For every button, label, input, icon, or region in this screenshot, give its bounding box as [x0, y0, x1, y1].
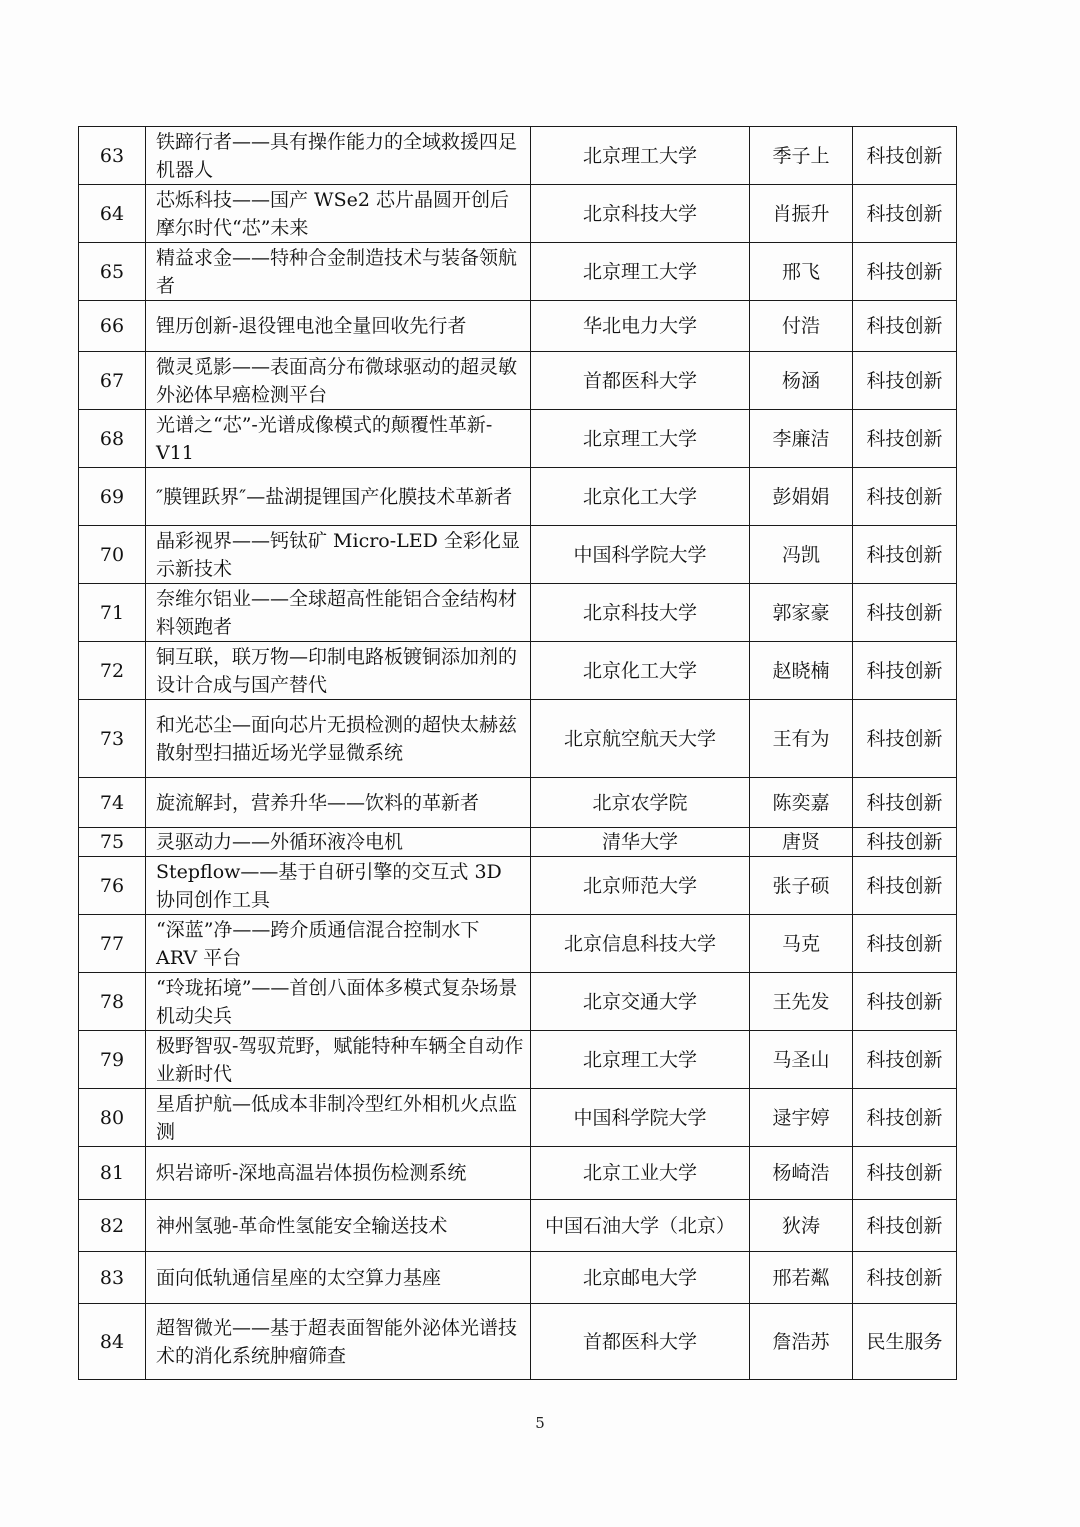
table-row: [79, 915, 957, 973]
school-name: 北京农学院: [531, 778, 750, 828]
leader-name: 詹浩苏: [750, 1304, 853, 1380]
school-name: 中国科学院大学: [531, 1089, 750, 1147]
table-row: [79, 410, 957, 468]
row-number: 68: [79, 410, 146, 468]
leader-name: 郭家豪: [750, 584, 853, 642]
project-category: 科技创新: [853, 243, 957, 301]
school-name: 首都医科大学: [531, 352, 750, 410]
project-category: 科技创新: [853, 1252, 957, 1304]
leader-name: 杨涵: [750, 352, 853, 410]
school-name: 中国科学院大学: [531, 526, 750, 584]
row-number: 64: [79, 185, 146, 243]
project-category: 科技创新: [853, 1089, 957, 1147]
table-row: [79, 1200, 957, 1252]
table-row: [79, 1031, 957, 1089]
leader-name: 张子硕: [750, 857, 853, 915]
leader-name: 彭娟娟: [750, 468, 853, 526]
project-name: 和光芯尘—面向芯片无损检测的超快太赫兹散射型扫描近场光学显微系统: [146, 700, 531, 778]
project-table: [78, 126, 957, 1380]
row-number: 73: [79, 700, 146, 778]
row-number: 76: [79, 857, 146, 915]
project-category: 科技创新: [853, 410, 957, 468]
project-category: 科技创新: [853, 127, 957, 185]
project-category: 科技创新: [853, 1147, 957, 1200]
project-name: 锂历创新-退役锂电池全量回收先行者: [146, 301, 531, 352]
leader-name: 付浩: [750, 301, 853, 352]
project-category: 科技创新: [853, 301, 957, 352]
leader-name: 邢飞: [750, 243, 853, 301]
project-name: 光谱之“芯”-光谱成像模式的颠覆性革新-V11: [146, 410, 531, 468]
row-number: 82: [79, 1200, 146, 1252]
school-name: 北京邮电大学: [531, 1252, 750, 1304]
table-row: [79, 526, 957, 584]
school-name: 北京理工大学: [531, 243, 750, 301]
project-category: 科技创新: [853, 185, 957, 243]
row-number: 66: [79, 301, 146, 352]
row-number: 67: [79, 352, 146, 410]
project-category: 科技创新: [853, 1200, 957, 1252]
project-name: “玲珑拓境”——首创八面体多模式复杂场景机动尖兵: [146, 973, 531, 1031]
school-name: 北京信息科技大学: [531, 915, 750, 973]
leader-name: 肖振升: [750, 185, 853, 243]
school-name: 北京航空航天大学: [531, 700, 750, 778]
table-row: [79, 857, 957, 915]
project-name: 面向低轨通信星座的太空算力基座: [146, 1252, 531, 1304]
project-name: 极野智驭-驾驭荒野，赋能特种车辆全自动作业新时代: [146, 1031, 531, 1089]
school-name: 北京理工大学: [531, 1031, 750, 1089]
project-category: 科技创新: [853, 1031, 957, 1089]
school-name: 北京师范大学: [531, 857, 750, 915]
leader-name: 王先发: [750, 973, 853, 1031]
project-name: 铜互联，联万物—印制电路板镀铜添加剂的设计合成与国产替代: [146, 642, 531, 700]
table-row: [79, 584, 957, 642]
row-number: 83: [79, 1252, 146, 1304]
school-name: 首都医科大学: [531, 1304, 750, 1380]
table-row: [79, 243, 957, 301]
row-number: 70: [79, 526, 146, 584]
row-number: 63: [79, 127, 146, 185]
project-name: 灵驱动力——外循环液冷电机: [146, 828, 531, 857]
table-row: [79, 468, 957, 526]
row-number: 74: [79, 778, 146, 828]
row-number: 72: [79, 642, 146, 700]
project-name: 旋流解封，营养升华——饮料的革新者: [146, 778, 531, 828]
row-number: 81: [79, 1147, 146, 1200]
leader-name: 李廉洁: [750, 410, 853, 468]
table-row: [79, 828, 957, 857]
table-row: [79, 352, 957, 410]
table-row: [79, 127, 957, 185]
school-name: 北京工业大学: [531, 1147, 750, 1200]
project-category: 科技创新: [853, 915, 957, 973]
project-name: 精益求金——特种合金制造技术与装备领航者: [146, 243, 531, 301]
row-number: 75: [79, 828, 146, 857]
table-row: [79, 185, 957, 243]
row-number: 71: [79, 584, 146, 642]
leader-name: 邢若粼: [750, 1252, 853, 1304]
leader-name: 王有为: [750, 700, 853, 778]
school-name: 北京理工大学: [531, 410, 750, 468]
project-name: 晶彩视界——钙钛矿 Micro-LED 全彩化显示新技术: [146, 526, 531, 584]
leader-name: 杨崎浩: [750, 1147, 853, 1200]
table-row: [79, 1252, 957, 1304]
project-category: 科技创新: [853, 584, 957, 642]
school-name: 华北电力大学: [531, 301, 750, 352]
table-row: [79, 973, 957, 1031]
school-name: 北京化工大学: [531, 642, 750, 700]
leader-name: 马克: [750, 915, 853, 973]
table-row: [79, 642, 957, 700]
project-category: 科技创新: [853, 526, 957, 584]
project-name: ″膜锂跃界″—盐湖提锂国产化膜技术革新者: [146, 468, 531, 526]
table-row: [79, 700, 957, 778]
project-category: 科技创新: [853, 857, 957, 915]
school-name: 中国石油大学（北京）: [531, 1200, 750, 1252]
project-name: 神州氢驰-革命性氢能安全输送技术: [146, 1200, 531, 1252]
project-name: 奈维尔铝业——全球超高性能铝合金结构材料领跑者: [146, 584, 531, 642]
project-category: 科技创新: [853, 642, 957, 700]
school-name: 北京科技大学: [531, 584, 750, 642]
leader-name: 陈奕嘉: [750, 778, 853, 828]
table-row: [79, 301, 957, 352]
project-name: 铁蹄行者——具有操作能力的全域救援四足机器人: [146, 127, 531, 185]
project-table-body: [79, 127, 957, 1380]
school-name: 北京化工大学: [531, 468, 750, 526]
table-row: [79, 1089, 957, 1147]
row-number: 84: [79, 1304, 146, 1380]
row-number: 79: [79, 1031, 146, 1089]
leader-name: 冯凯: [750, 526, 853, 584]
school-name: 北京理工大学: [531, 127, 750, 185]
row-number: 77: [79, 915, 146, 973]
project-name: 超智微光——基于超表面智能外泌体光谱技术的消化系统肿瘤筛查: [146, 1304, 531, 1380]
school-name: 北京交通大学: [531, 973, 750, 1031]
project-name: Stepflow——基于自研引擎的交互式 3D 协同创作工具: [146, 857, 531, 915]
table-row: [79, 1304, 957, 1380]
project-category: 科技创新: [853, 828, 957, 857]
project-category: 科技创新: [853, 973, 957, 1031]
row-number: 80: [79, 1089, 146, 1147]
table-row: [79, 1147, 957, 1200]
project-category: 科技创新: [853, 700, 957, 778]
page-number: 5: [535, 1414, 545, 1432]
row-number: 78: [79, 973, 146, 1031]
project-category: 科技创新: [853, 778, 957, 828]
leader-name: 唐贤: [750, 828, 853, 857]
table-row: [79, 778, 957, 828]
project-category: 科技创新: [853, 468, 957, 526]
row-number: 65: [79, 243, 146, 301]
school-name: 北京科技大学: [531, 185, 750, 243]
leader-name: 赵晓楠: [750, 642, 853, 700]
project-category: 科技创新: [853, 352, 957, 410]
project-category: 民生服务: [853, 1304, 957, 1380]
project-name: 星盾护航—低成本非制冷型红外相机火点监测: [146, 1089, 531, 1147]
leader-name: 逯宇婷: [750, 1089, 853, 1147]
school-name: 清华大学: [531, 828, 750, 857]
leader-name: 狄涛: [750, 1200, 853, 1252]
leader-name: 马圣山: [750, 1031, 853, 1089]
project-name: 芯烁科技——国产 WSe2 芯片晶圆开创后摩尔时代“芯”未来: [146, 185, 531, 243]
row-number: 69: [79, 468, 146, 526]
leader-name: 季子上: [750, 127, 853, 185]
project-name: 炽岩谛听-深地高温岩体损伤检测系统: [146, 1147, 531, 1200]
project-name: “深蓝”净——跨介质通信混合控制水下 ARV 平台: [146, 915, 531, 973]
project-name: 微灵觅影——表面高分布微球驱动的超灵敏外泌体早癌检测平台: [146, 352, 531, 410]
